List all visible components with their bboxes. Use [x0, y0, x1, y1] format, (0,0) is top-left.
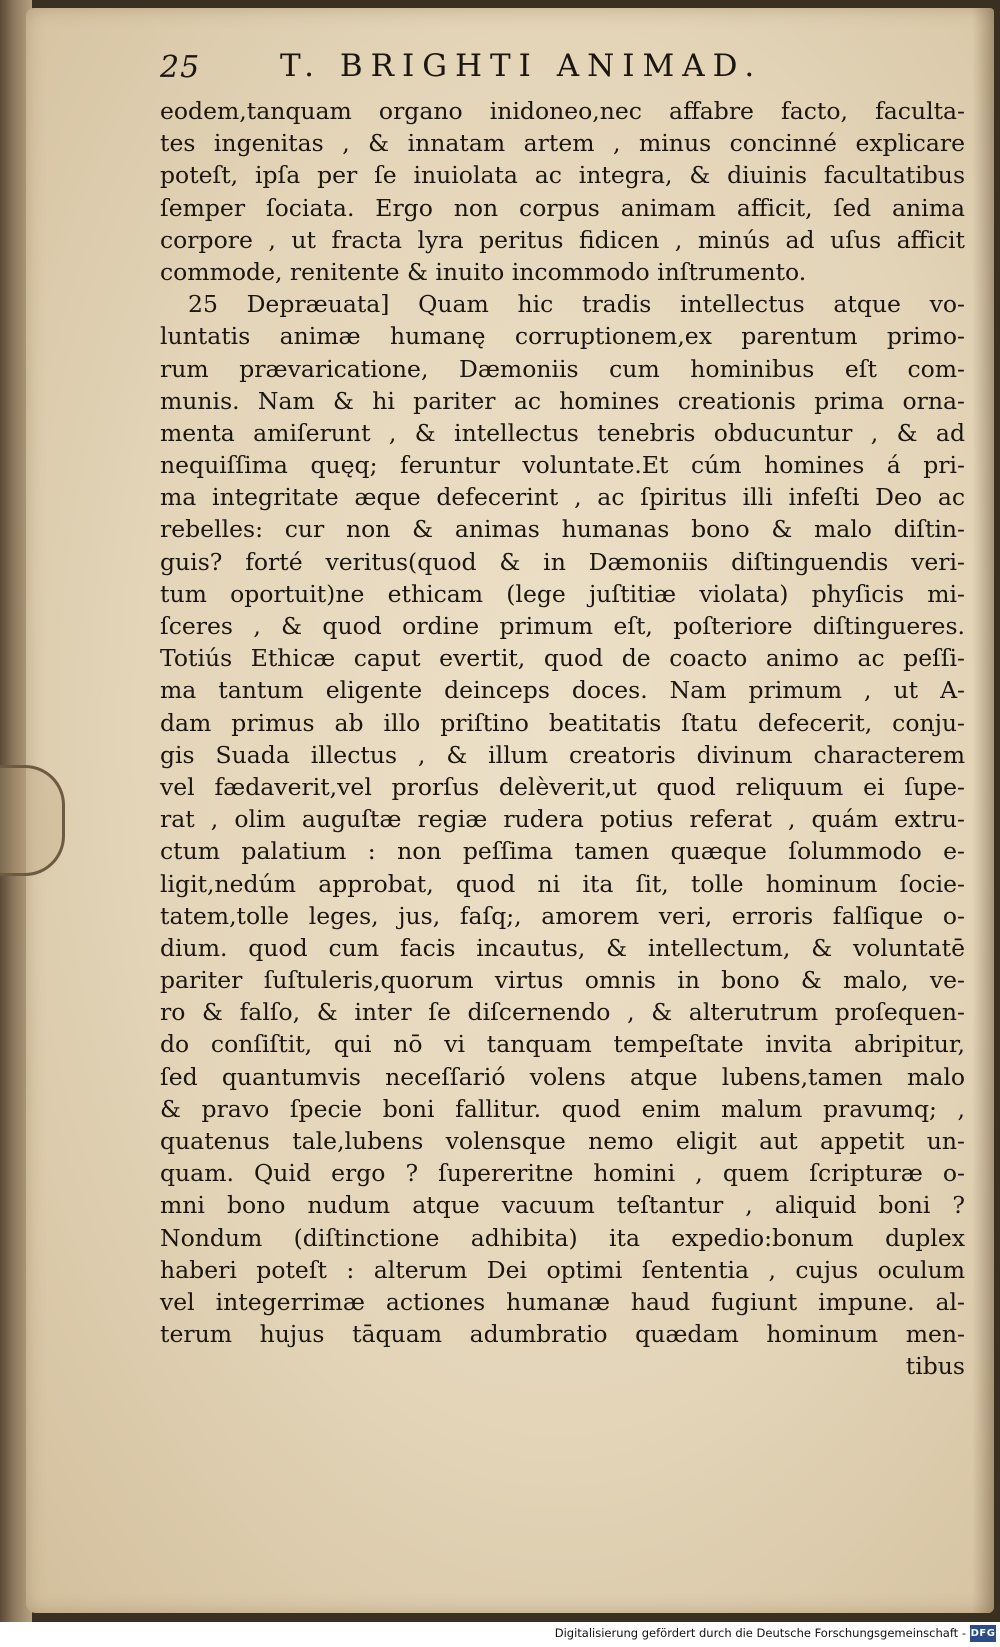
funding-credit: Digitalisierung gefördert durch die Deutsche Forschungsgemeinschaft - [554, 1626, 966, 1640]
running-title: T. BRIGHTI ANIMAD. [280, 48, 763, 84]
digitization-footer [0, 1622, 1000, 1647]
text-line: guis? forté veritus(quod & in Dæmoniis diſtinguendis veri- [160, 547, 965, 576]
page-edge-shadow [972, 8, 994, 1613]
text-line: poteſt, ipſa per ſe inuiolata ac integra, & diuinis facultatibus [160, 161, 965, 190]
text-line: munis. Nam & hi pariter ac homines creationis prima orna- [160, 386, 965, 415]
text-line: commode, renitente & inuito incommodo inſtrumento. [160, 257, 807, 286]
text-line: do conſiſtit, qui nō vi tanquam tempeſtate invita abripitur, [160, 1030, 965, 1059]
text-line: ſceres , & quod ordine primum eſt, poſteriore diſtingueres. [160, 612, 965, 640]
text-line: tatem,tolle leges, jus, faſq;, amorem veri, erroris falſique o- [160, 901, 965, 930]
text-line: mni bono nudum atque vacuum teſtantur , aliquid boni ? [160, 1191, 965, 1220]
catchword: tibus [905, 1352, 965, 1381]
text-line: & pravo ſpecie boni fallitur. quod enim malum pravumq; , [160, 1094, 965, 1123]
text-line: pariter ſuſtuleris,quorum virtus omnis in bono & malo, ve- [160, 966, 965, 995]
text-line: rat , olim auguſtæ regiæ rudera potius referat , quám extru- [160, 805, 965, 834]
text-line: vel fædaverit,vel prorſus delèverit,ut quod reliquum ei ſupe- [160, 772, 965, 801]
text-line: ro & falſo, & inter ſe diſcernendo , & alterutrum proſequen- [160, 998, 965, 1027]
binding-tab [0, 765, 65, 876]
text-line: ma tantum eligente deinceps doces. Nam primum , ut A- [160, 676, 965, 705]
text-line: terum hujus tāquam adumbratio quædam hominum men- [160, 1320, 965, 1349]
text-line: ma integritate æque defecerint , ac ſpiritus illi infeſti Deo ac [160, 483, 965, 512]
page-number: 25 [160, 50, 201, 85]
text-line: ſed quantumvis neceſſarió volens atque lubens,tamen malo [160, 1062, 965, 1091]
body-text [160, 95, 965, 1383]
text-line: ſemper ſociata. Ergo non corpus animam afficit, ſed anima [160, 193, 965, 222]
text-line: corpore , ut fracta lyra peritus fidicen , minús ad uſus afficit [160, 225, 965, 254]
text-line: rum prævaricatione, Dæmoniis cum hominibus eſt com- [160, 354, 965, 383]
text-line: eodem,tanquam organo inidoneo,nec affabre facto, faculta- [160, 97, 965, 125]
text-line: 25 Depræuata] Quam hic tradis intellectus atque vo- [188, 290, 965, 319]
text-line: menta amiſerunt , & intellectus tenebris obducuntur , & ad [160, 418, 965, 447]
text-line: dam primus ab illo priſtino beatitatis ſtatu defecerit, conju- [160, 708, 965, 737]
text-line: ligit,nedúm approbat, quod ni ita ſit, tolle hominum ſocie- [160, 869, 965, 898]
text-line: nequiſſima quęq; feruntur voluntate.Et cúm homines á pri- [160, 451, 965, 480]
text-line: Nondum (diſtinctione adhibita) ita expedio:bonum duplex [160, 1223, 965, 1252]
text-line: quam. Quid ergo ? ſupereritne homini , quem ſcripturæ o- [160, 1159, 965, 1188]
text-line: quatenus tale,lubens volensque nemo eligit aut appetit un- [160, 1127, 965, 1155]
text-line: gis Suada illectus , & illum creatoris divinum characterem [160, 740, 965, 769]
text-line: ctum palatium : non peſſima tamen quæque ſolummodo e- [160, 837, 965, 866]
dfg-logo: DFG [970, 1625, 996, 1642]
text-line: tum oportuit)ne ethicam (lege juſtitiæ violata) phyſicis mi- [160, 579, 965, 608]
text-line: dium. quod cum facis incautus, & intellectum, & voluntatē [160, 933, 965, 962]
page-header [160, 40, 950, 94]
text-line: vel integerrimæ actiones humanæ haud fugiunt impune. al- [160, 1287, 965, 1316]
text-line: haberi poteſt : alterum Dei optimi ſententia , cujus oculum [160, 1255, 965, 1284]
text-line: luntatis animæ humanę corruptionem,ex parentum primo- [160, 322, 965, 351]
text-line: rebelles: cur non & animas humanas bono & malo diſtin- [160, 515, 965, 544]
text-line: Totiús Ethicæ caput evertit, quod de coacto animo ac peſſi- [160, 644, 965, 673]
text-line: tes ingenitas , & innatam artem , minus concinné explicare [160, 129, 965, 158]
